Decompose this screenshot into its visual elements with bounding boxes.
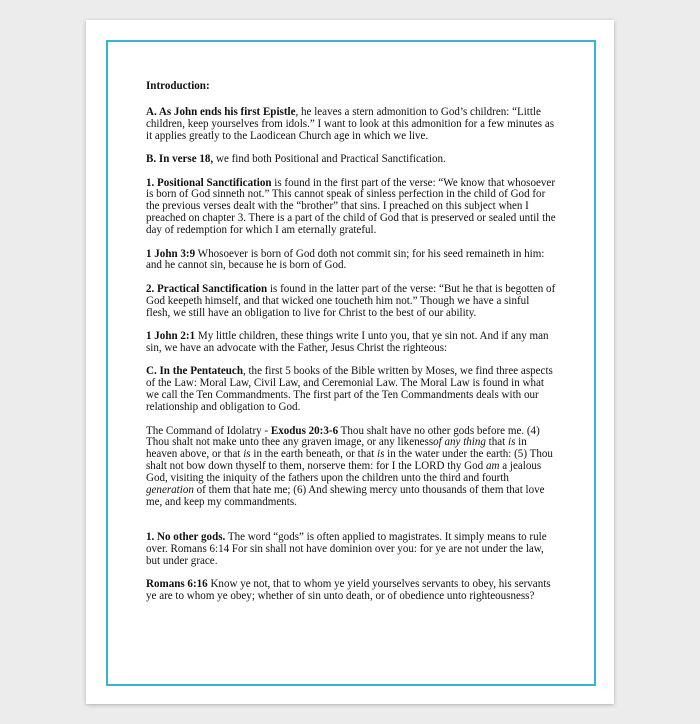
paragraph-a	[146, 107, 556, 143]
paragraph-a-lead: A. As John ends his first Epistle	[146, 105, 296, 118]
verse-text: Whosoever is born of God doth not commit sin; for his seed remaineth in him: and he cannot sin, because he is born of God.	[146, 247, 545, 272]
verse-ref: 1 John 2:1	[146, 330, 196, 343]
verse-ref: Exodus 20:3-6	[270, 424, 339, 437]
paragraph-b	[146, 154, 556, 166]
paragraph-b-text: we find both Positional and Practical Sanctification.	[213, 153, 446, 166]
practical-lead: 2. Practical Sanctification	[146, 282, 268, 295]
verse-ref: 1 John 3:9	[146, 247, 196, 260]
no-other-gods-lead: 1. No other gods.	[146, 530, 226, 543]
no-other-gods-text: The word “gods” is often applied to magistrates. It simply means to rule over. Romans 6:14 For sin shall not have dominion over you: for ye are not under the law, but under grace.	[146, 530, 547, 567]
verse-1-john-2-1	[146, 331, 556, 355]
paragraph-positional-sanctification	[146, 178, 556, 238]
paragraph-b-lead: B. In verse 18,	[146, 153, 214, 166]
paragraph-c-text: , the first 5 books of the Bible written by Moses, we find three aspects of the Law: Moral Law, Civil Law, and Ceremonial Law. The Moral Law is found in what we call the Ten Commandments. The first part of the Ten Commandments deals with our relationship and obligation to God.	[146, 365, 553, 414]
paragraph-no-other-gods	[146, 532, 556, 568]
command-of-idolatry: The Command of Idolatry - Exodus 20:3-6 Thou shalt have no other gods before me. (4) Thou shalt not make unto thee any graven image, or any likenessof any thing that is in heaven above, or that is in the earth beneath, or that is in the water under the earth: (5) Thou shalt not bow down thyself to them, norserve them: for I the LORD thy God am a jealous God, visiting the iniquity of the fathers upon the children unto the third and fourth generation of them that hate me; (6) And shewing mercy unto thousands of them that love me, and keep my commandments.	[146, 424, 553, 508]
paragraph-c	[146, 366, 556, 414]
document-body	[146, 81, 556, 614]
verse-text: My little children, these things write I unto you, that ye sin not. And if any man sin, we have an advocate with the Father, Jesus Christ the righteous:	[146, 330, 549, 354]
verse-romans-6-16	[146, 579, 556, 603]
paragraph-a-text: , he leaves a stern admonition to God’s children: “Little children, keep yourselves from idols.” I want to look at this admonition for a few minutes as it applies greatly to the Laodicean Church age in which we live.	[146, 105, 555, 142]
paragraph-practical-sanctification	[146, 284, 556, 320]
verse-text: Know ye not, that to whom ye yield yourselves servants to obey, his servants ye are to whom ye obey; whether of sin unto death, or of obedience unto righteousness?	[146, 578, 551, 602]
document-page	[86, 20, 614, 704]
practical-text: is found in the latter part of the verse: “But he that is begotten of God keepeth himself, and that wicked one toucheth him not.” Though we have a sinful flesh, we still have an obligation to live for Christ to the best of our ability.	[146, 282, 556, 319]
verse-ref: Romans 6:16	[146, 578, 208, 591]
introduction-heading: Introduction:	[146, 80, 210, 92]
positional-text: is found in the first part of the verse: “We know that whosoever is born of God sinneth not.” This cannot speak of sinless perfection in the child of God for the previous verses dealt with the “brother” that sins. I preached on this subject when I preached on chapter 3. There is a part of the child of God that is preserved or sealed until the day of redemption for which I am eternally grateful.	[146, 176, 556, 237]
positional-lead: 1. Positional Sanctification	[146, 176, 272, 189]
paragraph-c-lead: C. In the Pentateuch	[146, 365, 243, 378]
verse-1-john-3-9	[146, 249, 556, 273]
